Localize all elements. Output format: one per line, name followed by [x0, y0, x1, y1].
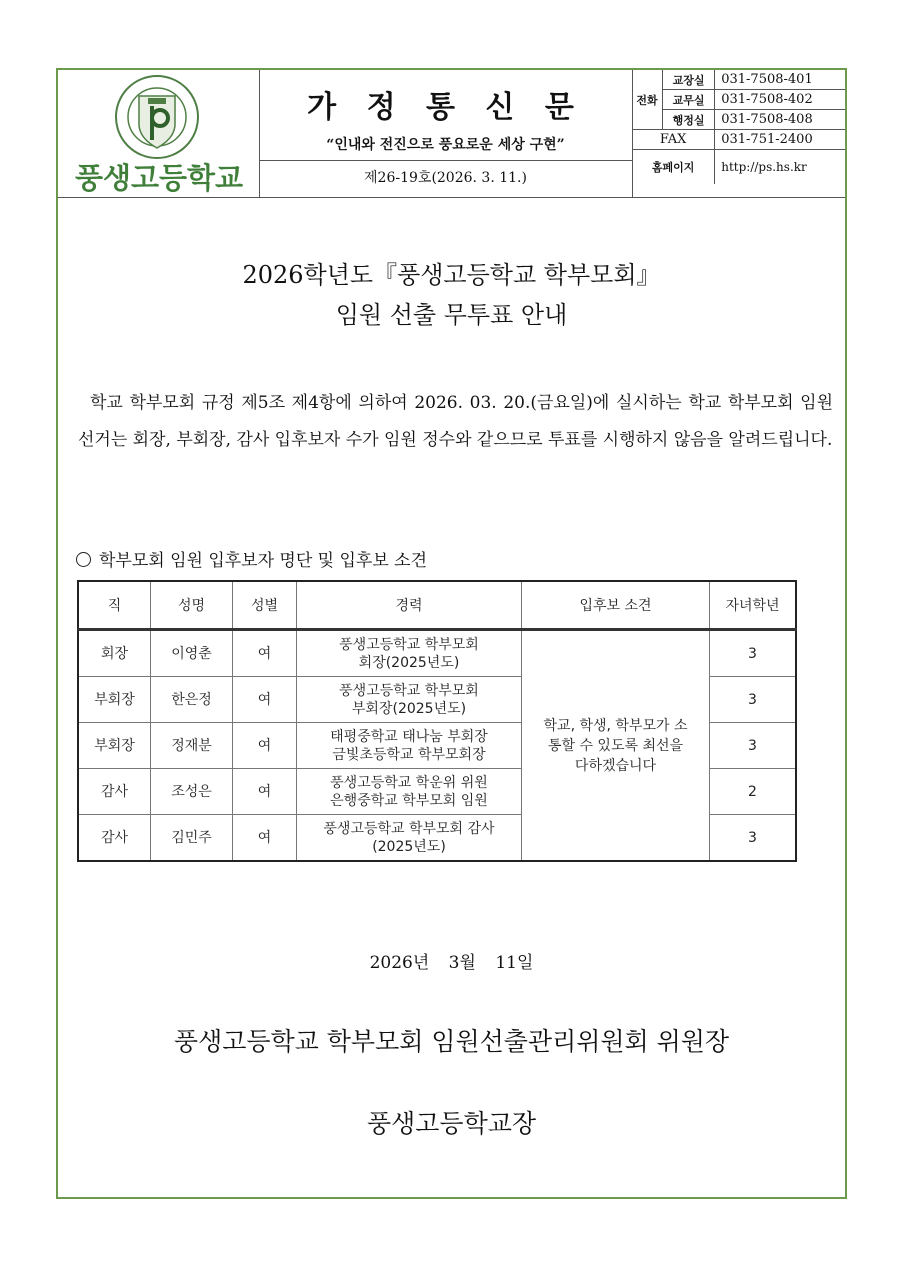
school-name: 풍생고등학교: [74, 161, 244, 195]
col-position: 직: [78, 581, 151, 630]
phone-label: 전화: [632, 70, 663, 130]
phone-number: 031-7508-401: [715, 70, 845, 90]
col-name: 성명: [151, 581, 233, 630]
table-header-row: [78, 581, 796, 630]
section-label-text: 학부모회 임원 입후보자 명단 및 입후보 소견: [99, 551, 428, 571]
cell-name: 이영춘: [151, 630, 233, 677]
phone-dept: 교무실: [663, 90, 715, 110]
newsletter-page: [56, 68, 847, 1199]
phone-dept: 교장실: [663, 70, 715, 90]
committee-signature: 풍생고등학교 학부모회 임원선출관리위원회 위원장: [173, 1027, 730, 1056]
cell-position: 감사: [78, 769, 151, 815]
career-line: 금빛초등학교 학부모회장: [332, 746, 486, 763]
contact-table: [632, 70, 845, 197]
cell-name: 정재분: [151, 723, 233, 769]
career-line: 은행중학교 학부모회 임원: [330, 792, 488, 809]
cell-position: 감사: [78, 815, 151, 862]
career-line: 풍생고등학교 학운위 위원: [330, 774, 488, 791]
career-line: 풍생고등학교 학부모회: [339, 682, 479, 699]
section-heading: [76, 546, 427, 571]
col-grade: 자녀학년: [710, 581, 797, 630]
cell-name: 김민주: [151, 815, 233, 862]
cell-career: [297, 723, 522, 769]
issue-number: 제26-19호(2026. 3. 11.): [259, 160, 633, 197]
career-line: 부회장(2025년도): [351, 700, 467, 717]
cell-gender: 여: [233, 723, 297, 769]
headline-line-2: 임원 선출 무투표 안내: [335, 301, 568, 329]
career-line: 풍생고등학교 학부모회 감사: [323, 820, 495, 837]
cell-gender: 여: [233, 677, 297, 723]
school-motto: “인내와 전진으로 풍요로운 세상 구현”: [326, 137, 565, 153]
cell-grade: 3: [710, 630, 797, 677]
cell-position: 회장: [78, 630, 151, 677]
school-emblem-icon: [114, 74, 200, 160]
cell-grade: 3: [710, 815, 797, 862]
col-career: 경력: [297, 581, 522, 630]
cell-gender: 여: [233, 630, 297, 677]
fax-label: FAX: [632, 130, 715, 150]
cell-grade: 3: [710, 723, 797, 769]
circle-bullet-icon: [76, 552, 91, 567]
homepage-label: 홈페이지: [632, 150, 715, 185]
cell-name: 조성은: [151, 769, 233, 815]
letterhead: [58, 70, 845, 198]
notice-body: [78, 385, 833, 459]
principal-signature: 풍생고등학교장: [366, 1109, 537, 1138]
notice-paragraph: 학교 학부모회 규정 제5조 제4항에 의하여 2026. 03. 20.(금요일)에 실시하는 학교 학부모회 임원 선거는 회장, 부회장, 감사 입후보자 수가 임원 정수와 같으므로 투표를 시행하지 않음을 알려드립니다.: [78, 393, 833, 450]
career-line: 태평중학교 태나눔 부회장: [330, 728, 488, 745]
candidate-table: [77, 580, 797, 862]
pledge-text: 학교, 학생, 학부모가 소통할 수 있도록 최선을 다하겠습니다: [543, 717, 688, 774]
cell-grade: 3: [710, 677, 797, 723]
cell-position: 부회장: [78, 723, 151, 769]
cell-career: [297, 769, 522, 815]
title-cell: [259, 70, 633, 161]
phone-number: 031-7508-408: [715, 110, 845, 130]
cell-grade: 2: [710, 769, 797, 815]
col-gender: 성별: [233, 581, 297, 630]
cell-position: 부회장: [78, 677, 151, 723]
table-row: [78, 630, 796, 677]
notice-headline: [58, 255, 845, 335]
col-pledge: 입후보 소견: [522, 581, 710, 630]
cell-career: [297, 630, 522, 677]
headline-line-1: 2026학년도『풍생고등학교 학부모회』: [242, 261, 661, 289]
fax-number: 031-751-2400: [715, 130, 845, 150]
cell-pledge: [522, 630, 710, 862]
phone-dept: 행정실: [663, 110, 715, 130]
cell-gender: 여: [233, 769, 297, 815]
document-title: 가 정 통 신 문: [307, 90, 584, 125]
career-line: (2025년도): [372, 838, 446, 855]
homepage-link[interactable]: http://ps.hs.kr: [715, 150, 845, 185]
career-line: 회장(2025년도): [358, 654, 460, 671]
issue-date: 2026년 3월 11일: [369, 953, 534, 973]
career-line: 풍생고등학교 학부모회: [339, 636, 479, 653]
cell-name: 한은정: [151, 677, 233, 723]
school-logo-cell: [58, 70, 260, 197]
cell-gender: 여: [233, 815, 297, 862]
phone-number: 031-7508-402: [715, 90, 845, 110]
cell-career: [297, 677, 522, 723]
cell-career: [297, 815, 522, 862]
